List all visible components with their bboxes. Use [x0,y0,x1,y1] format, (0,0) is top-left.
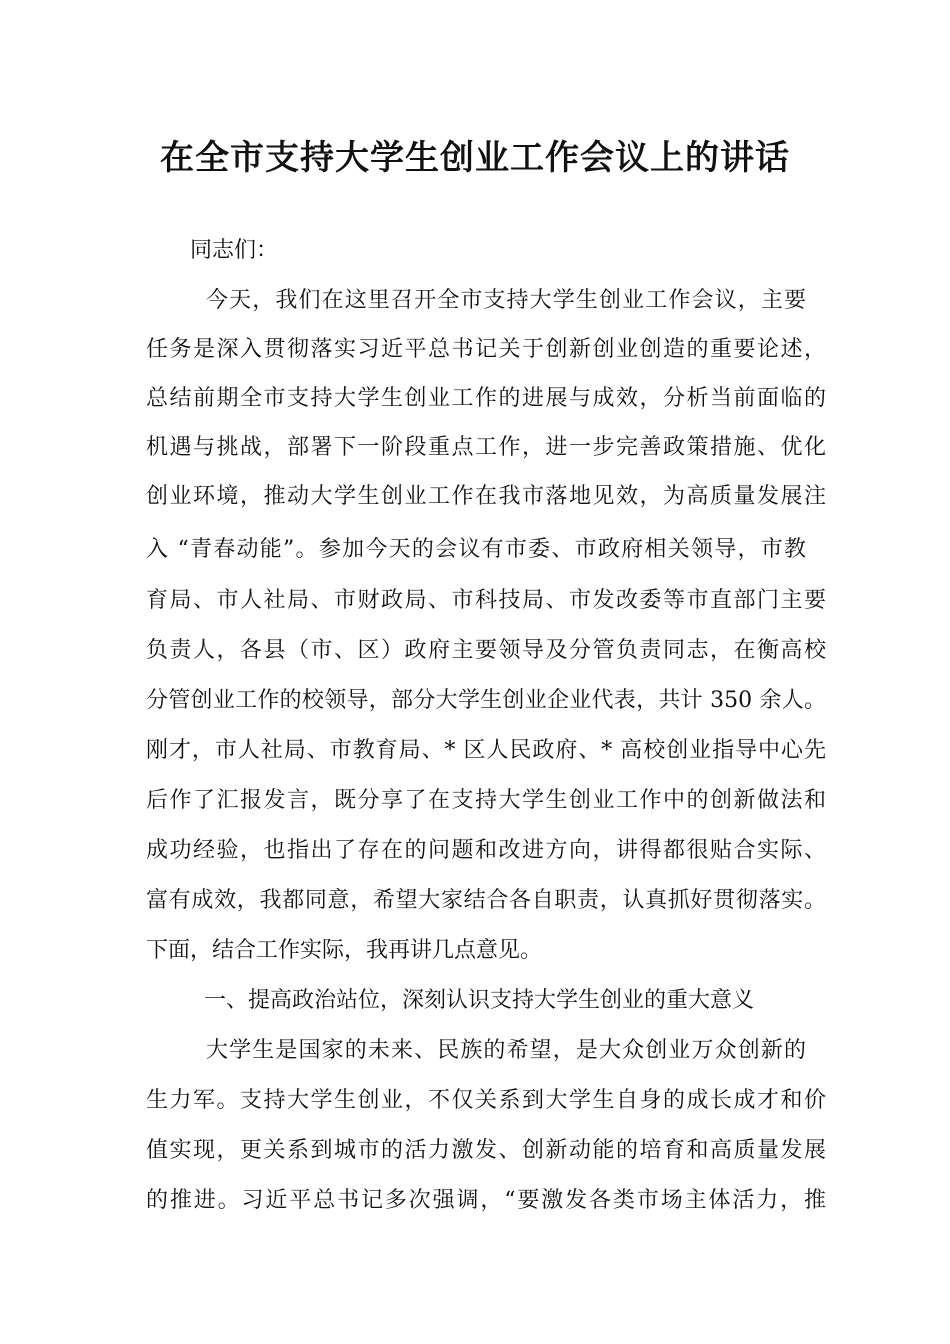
paragraph-line: 今天，我们在这里召开全市支持大学生创业工作会议，主要 [206,288,806,313]
paragraph-line: 下面，结合工作实际，我再讲几点意见。 [146,938,543,963]
paragraph-line: 后作了汇报发言，既分享了在支持大学生创业工作中的创新做法和 [146,788,826,813]
paragraph-line: 总结前期全市支持大学生创业工作的进展与成效，分析当前面临的 [146,386,826,411]
paragraph-line: 任务是深入贯彻落实习近平总书记关于创新创业创造的重要论述， [146,337,826,362]
section-heading: 一、提高政治站位，深刻认识支持大学生创业的重大意义 [204,988,755,1013]
paragraph-line: 成功经验，也指出了存在的问题和改进方向，讲得都很贴合实际、 [146,838,826,863]
paragraph-line: 值实现，更关系到城市的活力激发、创新动能的培育和高质量发展 [146,1138,826,1163]
paragraph-line: 的推进。习近平总书记多次强调，“要激发各类市场主体活力，推 [146,1188,826,1213]
paragraph-line: 入 “青春动能”。参加今天的会议有市委、市政府相关领导，市教 [146,537,806,562]
paragraph-line: 大学生是国家的未来、民族的希望，是大众创业万众创新的 [206,1038,806,1063]
paragraph-line: 机遇与挑战，部署下一阶段重点工作，进一步完善政策措施、优化 [146,435,826,460]
paragraph-line: 刚才，市人社局、市教育局、* 区人民政府、* 高校创业指导中心先 [146,738,826,763]
salutation: 同志们： [190,238,279,263]
paragraph-line: 分管创业工作的校领导，部分大学生创业企业代表，共计 350 余人。 [146,688,826,713]
paragraph-line: 育局、市人社局、市财政局、市科技局、市发改委等市直部门主要 [146,588,826,613]
paragraph-line: 生力军。支持大学生创业，不仅关系到大学生自身的成长成才和价 [146,1088,826,1113]
paragraph-line: 创业环境，推动大学生创业工作在我市落地见效，为高质量发展注 [146,484,826,509]
paragraph-line: 富有成效，我都同意，希望大家结合各自职责，认真抓好贯彻落实。 [146,888,826,913]
paragraph-line: 负责人，各县（市、区）政府主要领导及分管负责同志，在衡高校 [146,638,826,663]
document-title: 在全市支持大学生创业工作会议上的讲话 [160,138,790,178]
